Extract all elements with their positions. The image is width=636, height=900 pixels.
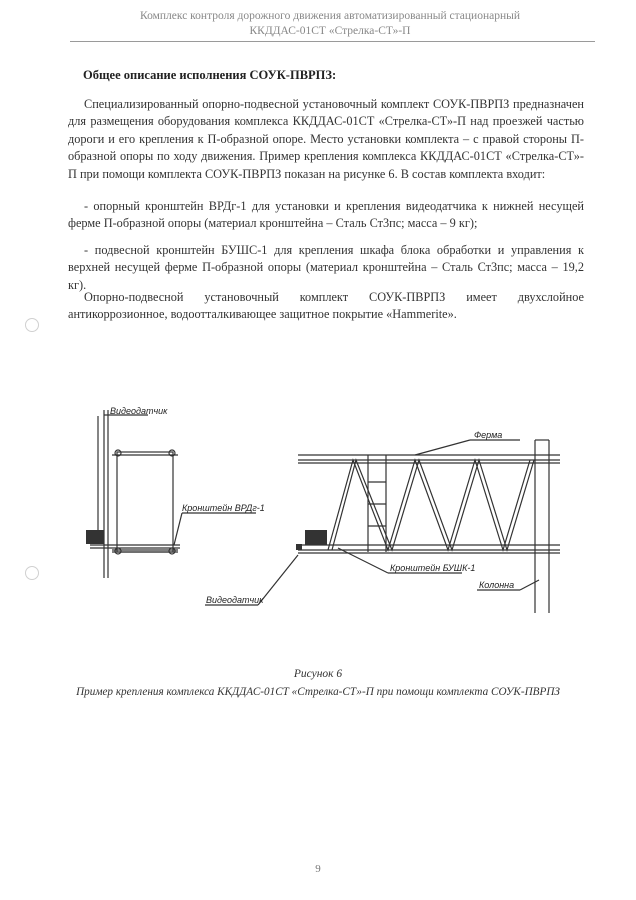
video-sensor-box-right	[296, 544, 302, 550]
list-item-vrdg: - опорный кронштейн ВРДг-1 для установки и крепления видеодатчика к нижней несущей ферме П-образной опоры (материал кронштейна – Сталь Ст3пс; масса – 9 кг);	[68, 199, 584, 231]
processing-cabinet-box	[305, 530, 327, 545]
binder-hole	[25, 566, 39, 580]
paragraph-intro: Специализированный опорно-подвесной установочный комплект СОУК-ПВРПЗ предназначен для размещения оборудования комплекса ККДДАС-01СТ «Стрелка-СТ»-П над проезжей частью дороги и его крепления к П-образной опоре. Место установки комплекта – с правой стороны П-образной опоры по ходу движения. Пример крепления комплекса ККДДАС-01СТ «Стрелка-СТ»-П при помощи комплекта СОУК-ПВРПЗ показан на рисунке 6. В состав комплекта входит:	[68, 97, 584, 181]
label-sensor-bottom: Видеодатчик	[206, 595, 264, 605]
video-sensor-box-left	[86, 530, 104, 544]
figure-caption: Пример крепления комплекса ККДДАС-01СТ «Стрелка-СТ»-П при помощи комплекта СОУК-ПВРПЗ	[76, 686, 560, 698]
label-bracket-vrdg: Кронштейн ВРДг-1	[182, 503, 265, 513]
page-number: 9	[315, 863, 321, 875]
header-divider	[70, 41, 595, 42]
binder-hole	[25, 318, 39, 332]
figure-number: Рисунок 6	[293, 668, 343, 680]
paragraph-coating: Опорно-подвесной установочный комплект СОУК-ПВРПЗ имеет двухслойное антикоррозионное, водоотталкивающее защитное покрытие «Hammerite».	[68, 290, 584, 322]
label-sensor-top: Видеодатчик	[110, 406, 168, 416]
header-line-1: Комплекс контроля дорожного движения автоматизированный стационарный	[140, 10, 520, 22]
page-header	[70, 9, 590, 39]
label-bracket-bushk: Кронштейн БУШК-1	[390, 563, 476, 573]
section-title: Общее описание исполнения СОУК-ПВРПЗ:	[83, 68, 337, 82]
header-line-2: ККДДАС-01СТ «Стрелка-СТ»-П	[249, 25, 411, 37]
label-column: Колонна	[479, 580, 515, 590]
mounting-diagram	[70, 400, 570, 630]
label-truss: Ферма	[474, 430, 503, 440]
left-view-bracket	[90, 410, 256, 578]
list-item-bushs: - подвесной кронштейн БУШС-1 для крепления шкафа блока обработки и управления к верхней несущей ферме П-образной опоры (материал кронштейна – Сталь Ст3пс; масса – 19,2 кг).	[68, 243, 584, 292]
